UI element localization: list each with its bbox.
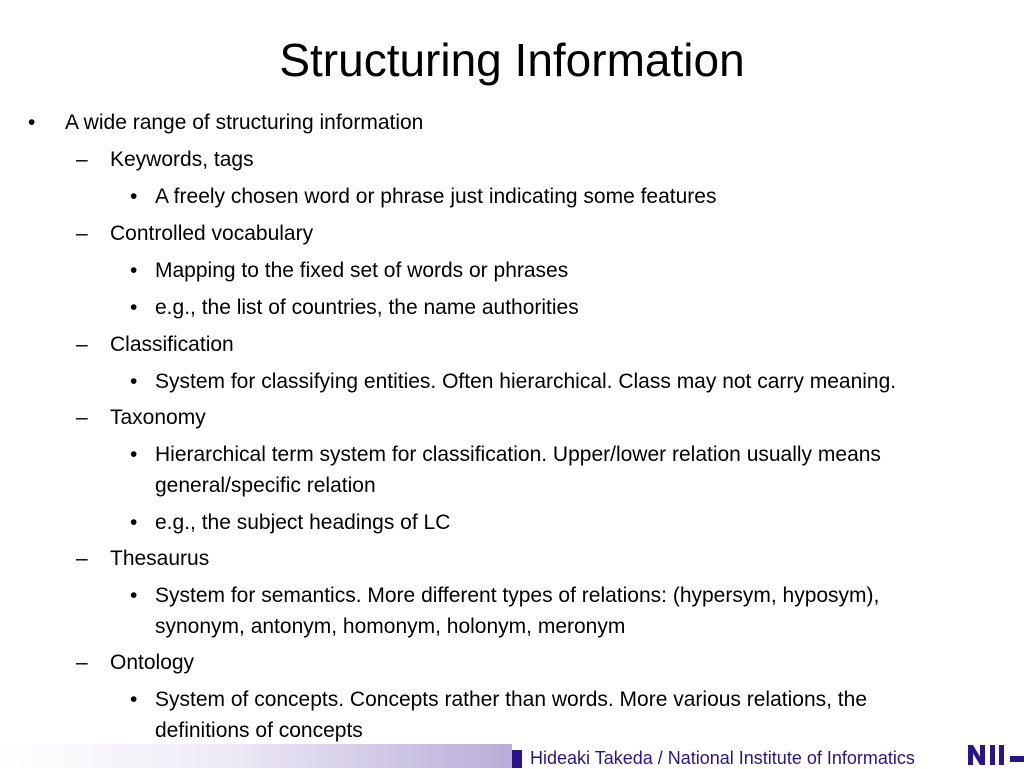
detail-ontology-0-line1: System of concepts. Concepts rather than words. More various relations, the (155, 688, 868, 711)
nii-logo (966, 740, 1024, 768)
detail-keywords-0: A freely chosen word or phrase just indicating some features (155, 185, 717, 208)
detail-controlled-0: Mapping to the fixed set of words or phrases (155, 259, 569, 282)
dash-marker: – (76, 333, 88, 356)
dash-marker: – (76, 148, 88, 171)
dash-marker: – (76, 222, 88, 245)
bullet-level1: A wide range of structuring information (65, 111, 424, 134)
bullet-marker: • (130, 185, 138, 208)
footer-gradient-bar (0, 744, 512, 768)
detail-taxonomy-0-line1: Hierarchical term system for classification. Upper/lower relation usually means (155, 443, 881, 466)
subitem-taxonomy: Taxonomy (110, 406, 206, 429)
bullet-marker: • (130, 443, 138, 466)
footer-accent-bar (512, 750, 522, 768)
dash-marker: – (76, 547, 88, 570)
bullet-marker: • (28, 111, 36, 134)
subitem-thesaurus: Thesaurus (110, 547, 210, 570)
dash-marker: – (76, 406, 88, 429)
detail-taxonomy-1: e.g., the subject headings of LC (155, 511, 451, 534)
subitem-ontology: Ontology (110, 651, 195, 674)
bullet-marker: • (130, 296, 138, 319)
bullet-marker: • (130, 370, 138, 393)
dash-marker: – (76, 651, 88, 674)
slide-title: Structuring Information (279, 34, 745, 86)
bullet-marker: • (130, 584, 138, 607)
subitem-classification: Classification (110, 333, 234, 356)
detail-ontology-0-line2: definitions of concepts (155, 719, 363, 742)
detail-classification-0: System for classifying entities. Often hierarchical. Class may not carry meaning. (155, 370, 897, 393)
subitem-controlled: Controlled vocabulary (110, 222, 314, 245)
footer-credit: Hideaki Takeda / National Institute of Informatics (530, 748, 915, 768)
detail-taxonomy-0-line2: general/specific relation (155, 474, 376, 497)
detail-thesaurus-0-line1: System for semantics. More different types of relations: (hypersym, hyposym), (155, 584, 880, 607)
detail-controlled-1: e.g., the list of countries, the name authorities (155, 296, 579, 319)
detail-thesaurus-0-line2: synonym, antonym, homonym, holonym, meronym (155, 615, 626, 638)
subitem-keywords: Keywords, tags (110, 148, 254, 171)
bullet-marker: • (130, 259, 138, 282)
bullet-marker: • (130, 511, 138, 534)
bullet-marker: • (130, 688, 138, 711)
